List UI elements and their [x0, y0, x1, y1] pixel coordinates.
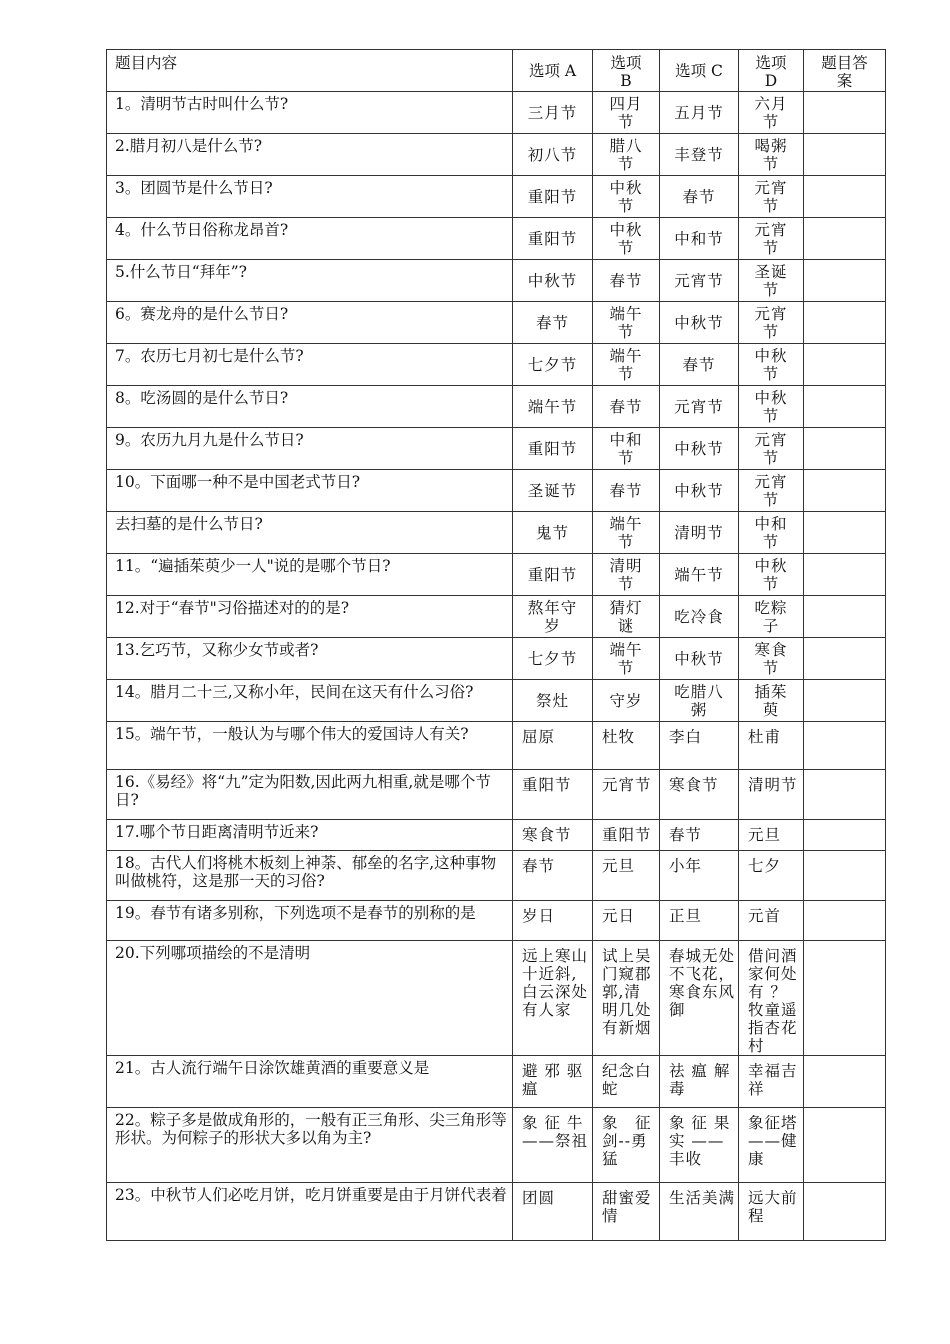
answer-cell[interactable]: [804, 428, 886, 470]
option-d: 远大前程: [739, 1183, 804, 1241]
option-d: 中秋 节: [739, 344, 804, 386]
option-c: 中秋节: [660, 428, 739, 470]
answer-cell[interactable]: [804, 638, 886, 680]
option-a: 鬼节: [513, 512, 593, 554]
question-text: 3。团圆节是什么节日?: [107, 176, 513, 218]
question-text: 1。清明节古时叫什么节?: [107, 92, 513, 134]
question-text: 23。中秋节人们必吃月饼，吃月饼重要是由于月饼代表着: [107, 1183, 513, 1241]
answer-cell[interactable]: [804, 680, 886, 722]
option-c: 元宵节: [660, 386, 739, 428]
answer-cell[interactable]: [804, 554, 886, 596]
option-c: 春节: [660, 344, 739, 386]
option-d: 插茱 萸: [739, 680, 804, 722]
answer-cell[interactable]: [804, 722, 886, 770]
option-c: 吃腊八 粥: [660, 680, 739, 722]
option-b: 四月 节: [593, 92, 660, 134]
option-a: 端午节: [513, 386, 593, 428]
option-a: 远上寒山十近斜,白云深处有人家: [513, 941, 593, 1056]
question-row: [107, 770, 886, 820]
option-c: 清明节: [660, 512, 739, 554]
question-row: [107, 820, 886, 851]
question-row: [107, 344, 886, 386]
question-row: [107, 218, 886, 260]
option-b: 纪念白蛇: [593, 1056, 660, 1108]
option-b: 元日: [593, 901, 660, 941]
option-d: 元宵 节: [739, 302, 804, 344]
option-c: 正旦: [660, 901, 739, 941]
option-d: 元宵 节: [739, 428, 804, 470]
question-row: [107, 1183, 886, 1241]
option-b: 杜牧: [593, 722, 660, 770]
option-a: 避 邪 驱瘟: [513, 1056, 593, 1108]
question-text: 21。古人流行端午日涂饮雄黄酒的重要意义是: [107, 1056, 513, 1108]
question-row: [107, 680, 886, 722]
question-text: 17.哪个节日距离清明节近来?: [107, 820, 513, 851]
option-a: 屈原: [513, 722, 593, 770]
question-row: [107, 596, 886, 638]
option-b: 猜灯 谜: [593, 596, 660, 638]
option-a: 中秋节: [513, 260, 593, 302]
question-text: 13.乞巧节，又称少女节或者?: [107, 638, 513, 680]
option-a: 圣诞节: [513, 470, 593, 512]
option-a: 三月节: [513, 92, 593, 134]
option-c: 生活美满: [660, 1183, 739, 1241]
question-text: 20.下列哪项描绘的不是清明: [107, 941, 513, 1056]
answer-cell[interactable]: [804, 470, 886, 512]
question-row: [107, 302, 886, 344]
header-option-d: 选项 D: [739, 50, 804, 92]
question-text: 18。古代人们将桃木板刻上神荼、郁垒的名字,这种事物叫做桃符，这是那一天的习俗?: [107, 851, 513, 901]
option-d: 吃粽 子: [739, 596, 804, 638]
answer-cell[interactable]: [804, 260, 886, 302]
answer-cell[interactable]: [804, 1108, 886, 1183]
option-a: 寒食节: [513, 820, 593, 851]
answer-cell[interactable]: [804, 134, 886, 176]
option-c: 端午节: [660, 554, 739, 596]
question-row: [107, 260, 886, 302]
option-a: 重阳节: [513, 554, 593, 596]
option-a: 春节: [513, 302, 593, 344]
option-b: 端午 节: [593, 344, 660, 386]
answer-cell[interactable]: [804, 770, 886, 820]
option-b: 守岁: [593, 680, 660, 722]
option-c: 中和节: [660, 218, 739, 260]
question-text: 22。粽子多是做成角形的，一般有正三角形、尖三角形等形状。为何粽子的形状大多以角为主?: [107, 1108, 513, 1183]
option-d: 借问酒家何处有 ？牧童遥指杏花村: [739, 941, 804, 1056]
option-d: 寒食 节: [739, 638, 804, 680]
option-c: 象 征 果实 —— 丰收: [660, 1108, 739, 1183]
question-text: 12.对于“春节"习俗描述对的的是?: [107, 596, 513, 638]
header-row: [107, 50, 886, 92]
question-row: [107, 554, 886, 596]
option-c: 寒食节: [660, 770, 739, 820]
option-b: 春节: [593, 386, 660, 428]
question-row: [107, 386, 886, 428]
option-c: 中秋节: [660, 302, 739, 344]
option-a: 重阳节: [513, 770, 593, 820]
option-d: 杜甫: [739, 722, 804, 770]
answer-cell[interactable]: [804, 92, 886, 134]
option-a: 七夕节: [513, 638, 593, 680]
option-d: 六月 节: [739, 92, 804, 134]
question-text: 9。农历九月九是什么节日?: [107, 428, 513, 470]
answer-cell[interactable]: [804, 386, 886, 428]
question-row: [107, 722, 886, 770]
answer-cell[interactable]: [804, 820, 886, 851]
option-c: 小年: [660, 851, 739, 901]
option-a: 岁日: [513, 901, 593, 941]
option-a: 重阳节: [513, 176, 593, 218]
option-c: 祛 瘟 解毒: [660, 1056, 739, 1108]
question-row: [107, 470, 886, 512]
option-a: 重阳节: [513, 218, 593, 260]
header-question: 题目内容: [107, 50, 513, 92]
question-row: [107, 638, 886, 680]
option-a: 熬年守 岁: [513, 596, 593, 638]
option-b: 元旦: [593, 851, 660, 901]
option-a: 春节: [513, 851, 593, 901]
question-row: [107, 428, 886, 470]
option-a: 祭灶: [513, 680, 593, 722]
answer-cell[interactable]: [804, 1056, 886, 1108]
option-b: 清明 节: [593, 554, 660, 596]
option-a: 团圆: [513, 1183, 593, 1241]
option-c: 李白: [660, 722, 739, 770]
question-text: 7。农历七月初七是什么节?: [107, 344, 513, 386]
question-text: 6。赛龙舟的是什么节日?: [107, 302, 513, 344]
answer-cell[interactable]: [804, 1183, 886, 1241]
option-b: 试上吴门窥郡郭,清明几处有新烟: [593, 941, 660, 1056]
answer-cell[interactable]: [804, 218, 886, 260]
option-b: 腊八 节: [593, 134, 660, 176]
option-b: 中秋 节: [593, 176, 660, 218]
answer-cell[interactable]: [804, 901, 886, 941]
question-row: [107, 901, 886, 941]
option-d: 幸福吉祥: [739, 1056, 804, 1108]
option-b: 端午 节: [593, 302, 660, 344]
question-row: [107, 92, 886, 134]
question-text: 11。“遍插茱萸少一人"说的是哪个节日?: [107, 554, 513, 596]
question-row: [107, 512, 886, 554]
option-d: 元旦: [739, 820, 804, 851]
option-b: 端午 节: [593, 512, 660, 554]
option-a: 象 征 牛——祭祖: [513, 1108, 593, 1183]
question-row: [107, 1108, 886, 1183]
header-answer: 题目答 案: [804, 50, 886, 92]
option-b: 元宵节: [593, 770, 660, 820]
answer-cell[interactable]: [804, 851, 886, 901]
quiz-table: [106, 49, 886, 1241]
option-b: 象 征剑--勇猛: [593, 1108, 660, 1183]
option-c: 五月节: [660, 92, 739, 134]
option-d: 元首: [739, 901, 804, 941]
question-text: 16.《易经》将“九”定为阳数,因此两九相重,就是哪个节日?: [107, 770, 513, 820]
option-d: 七夕: [739, 851, 804, 901]
option-b: 春节: [593, 260, 660, 302]
question-text: 14。腊月二十三,又称小年，民间在这天有什么习俗?: [107, 680, 513, 722]
option-d: 元宵 节: [739, 218, 804, 260]
option-d: 中秋 节: [739, 554, 804, 596]
answer-cell[interactable]: [804, 596, 886, 638]
option-b: 中和 节: [593, 428, 660, 470]
option-c: 春节: [660, 820, 739, 851]
question-row: [107, 851, 886, 901]
question-row: [107, 1056, 886, 1108]
header-option-c: 选项 C: [660, 50, 739, 92]
question-text: 19。春节有诸多别称，下列选项不是春节的别称的是: [107, 901, 513, 941]
question-row: [107, 176, 886, 218]
option-c: 元宵节: [660, 260, 739, 302]
question-row: [107, 941, 886, 1056]
question-text: 去扫墓的是什么节日?: [107, 512, 513, 554]
option-d: 元宵 节: [739, 176, 804, 218]
option-b: 甜蜜爱情: [593, 1183, 660, 1241]
option-c: 春节: [660, 176, 739, 218]
option-c: 丰登节: [660, 134, 739, 176]
question-text: 4。什么节日俗称龙昂首?: [107, 218, 513, 260]
option-d: 圣诞 节: [739, 260, 804, 302]
question-text: 10。下面哪一种不是中国老式节日?: [107, 470, 513, 512]
question-row: [107, 134, 886, 176]
option-a: 初八节: [513, 134, 593, 176]
option-b: 重阳节: [593, 820, 660, 851]
header-option-a: 选项 A: [513, 50, 593, 92]
question-text: 5.什么节日“拜年”?: [107, 260, 513, 302]
answer-cell[interactable]: [804, 344, 886, 386]
option-d: 喝粥 节: [739, 134, 804, 176]
header-option-b: 选项 B: [593, 50, 660, 92]
option-b: 中秋 节: [593, 218, 660, 260]
answer-cell[interactable]: [804, 302, 886, 344]
option-a: 七夕节: [513, 344, 593, 386]
option-b: 端午 节: [593, 638, 660, 680]
option-d: 清明节: [739, 770, 804, 820]
option-c: 春城无处不飞花，寒食东风御: [660, 941, 739, 1056]
answer-cell[interactable]: [804, 941, 886, 1056]
answer-cell[interactable]: [804, 512, 886, 554]
question-text: 15。端午节，一般认为与哪个伟大的爱国诗人有关?: [107, 722, 513, 770]
answer-cell[interactable]: [804, 176, 886, 218]
option-d: 中和 节: [739, 512, 804, 554]
option-d: 中秋 节: [739, 386, 804, 428]
option-c: 中秋节: [660, 638, 739, 680]
option-c: 吃冷食: [660, 596, 739, 638]
question-text: 8。吃汤圆的是什么节日?: [107, 386, 513, 428]
question-text: 2.腊月初八是什么节?: [107, 134, 513, 176]
option-d: 元宵 节: [739, 470, 804, 512]
option-d: 象征塔——健康: [739, 1108, 804, 1183]
option-a: 重阳节: [513, 428, 593, 470]
option-c: 中秋节: [660, 470, 739, 512]
option-b: 春节: [593, 470, 660, 512]
